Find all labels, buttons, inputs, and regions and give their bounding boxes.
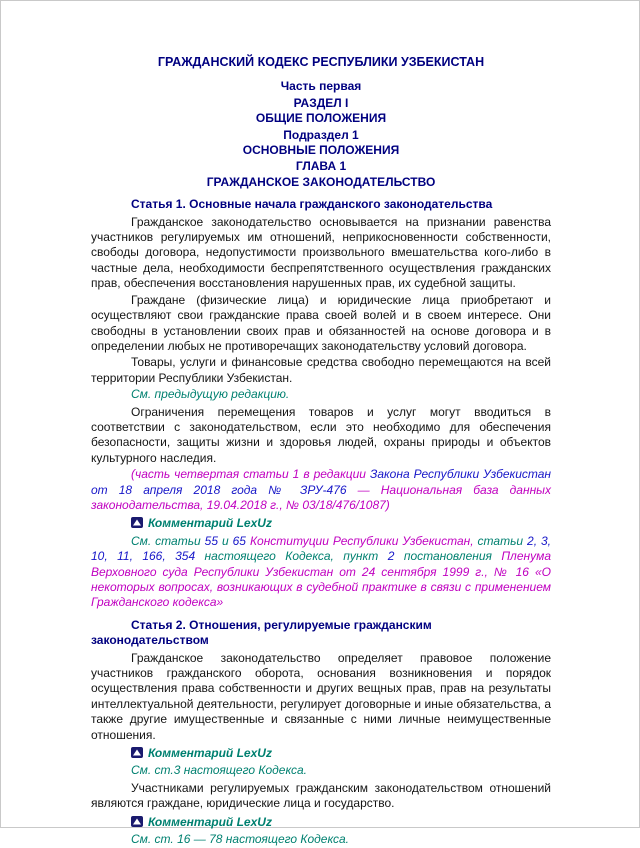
amendment-note-post: — Национальная база данных законодательства, 19.04.2018 г., № 03/18/476/1087) [91, 482, 551, 512]
see-previous-edition-line [91, 387, 551, 402]
refs-resolution-text: постановления [394, 549, 502, 564]
article-2-see-line-2 [91, 832, 551, 847]
article-1-references [91, 534, 551, 611]
see-previous-edition-link[interactable]: См. предыдущую редакцию. [131, 387, 290, 402]
article-1-paragraph-3: Товары, услуги и финансовые средства свободно перемещаются на всей территории Республики Узбекистан. [91, 355, 551, 385]
lexuz-comment-label[interactable]: Комментарий LexUz [148, 516, 272, 531]
article-2-heading: Статья 2. Отношения, регулируемые гражданским законодательством [91, 617, 432, 648]
lexuz-comment-label[interactable]: Комментарий LexUz [148, 814, 272, 829]
lexuz-comment-icon[interactable] [131, 816, 143, 827]
refs-present-code-text: настоящего Кодекса, пункт [195, 549, 388, 564]
refs-plenum-resolution-link[interactable]: Пленума Верховного суда Республики Узбекистан от 24 сентября 1999 г., № 16 «О некоторых вопросах, возникающих в судебной практике в связи с применением Гражданского кодекса» [91, 549, 551, 610]
subheading-section: РАЗДЕЛ I [293, 95, 349, 110]
lexuz-comment-line-1 [131, 516, 551, 531]
lexuz-comment-icon[interactable] [131, 517, 143, 528]
lexuz-comment-icon[interactable] [131, 747, 143, 758]
refs-code-articles-link[interactable]: 2, 3, 10, 11, 166, 354 [91, 533, 552, 564]
subheading-part: Часть первая [280, 79, 362, 94]
document-subheadings [91, 79, 551, 190]
refs-articles-text: статьи [477, 533, 528, 548]
amendment-law-link[interactable]: Закона Республики Узбекистан от 18 апреля 2018 года № ЗРУ-476 [91, 467, 552, 497]
article-1-amendment-note [91, 467, 551, 513]
refs-point-2-link[interactable]: 2 [387, 549, 395, 564]
article-2-paragraph-2: Участниками регулируемых гражданским законодательством отношений являются граждане, юридические лица и государство. [91, 780, 551, 811]
lexuz-comment-line-2 [131, 746, 551, 761]
lexuz-comment-label[interactable]: Комментарий LexUz [148, 746, 272, 761]
refs-article-55-link[interactable]: 55 [204, 533, 219, 548]
see-article-3-link[interactable]: См. ст.3 настоящего Кодекса. [131, 763, 307, 778]
article-1-heading: Статья 1. Основные начала гражданского законодательства [131, 197, 493, 212]
article-1-paragraph-1: Гражданское законодательство основывается на признании равенства участников регулируемых им отношений, неприкосновенности собственности, свободы договора, недопустимости произвольного вмешательства кого-либо в частные дела, необходимости беспрепятственного осуществления гражданских прав, обеспечения восстановления нарушенных прав, их судебной защиты. [91, 214, 551, 291]
refs-article-65-link[interactable]: 65 [232, 533, 246, 548]
subheading-basic-provisions: ОСНОВНЫЕ ПОЛОЖЕНИЯ [242, 143, 400, 158]
amendment-note-pre: (часть четвертая статьи 1 в редакции [131, 467, 370, 482]
subheading-civil-legislation: ГРАЖДАНСКОЕ ЗАКОНОДАТЕЛЬСТВО [206, 174, 436, 189]
article-1-paragraph-2: Граждане (физические лица) и юридические лица приобретают и осуществляют свои гражданские права своей волей и в своем интересе. Они свободны в установлении своих прав и обязанностей на основе договора и в определении любых не противоречащих законодательству условий договора. [91, 292, 551, 353]
lexuz-comment-line-3 [131, 815, 551, 830]
refs-see-articles-text: См. статьи [131, 533, 205, 548]
document-title: ГРАЖДАНСКИЙ КОДЕКС РЕСПУБЛИКИ УЗБЕКИСТАН [157, 55, 485, 69]
subheading-subsection: Подраздел 1 [283, 127, 359, 142]
article-1-paragraph-4: Ограничения перемещения товаров и услуг могут вводиться в соответствии с законодательством, если это необходимо для обеспечения безопасности, защиты жизни и здоровья людей, охраны природы и объектов культурного наследия. [91, 404, 551, 465]
refs-and-text: и [218, 533, 233, 548]
subheading-chapter: ГЛАВА 1 [295, 159, 347, 174]
see-articles-16-78-link[interactable]: См. ст. 16 — 78 настоящего Кодекса. [131, 832, 350, 847]
refs-constitution-link[interactable]: Конституции Республики Узбекистан, [245, 533, 478, 548]
subheading-general-provisions: ОБЩИЕ ПОЛОЖЕНИЯ [255, 111, 387, 126]
article-2-see-line-1 [91, 763, 551, 778]
article-2-paragraph-1: Гражданское законодательство определяет правовое положение участников гражданского оборота, основания возникновения и порядок осуществления права собственности и других вещных прав, прав на результаты интеллектуальной деятельности, регулирует договорные и иные обязательства, а также другие имущественные и связанные с ними личные неимущественные отношения. [91, 650, 551, 742]
